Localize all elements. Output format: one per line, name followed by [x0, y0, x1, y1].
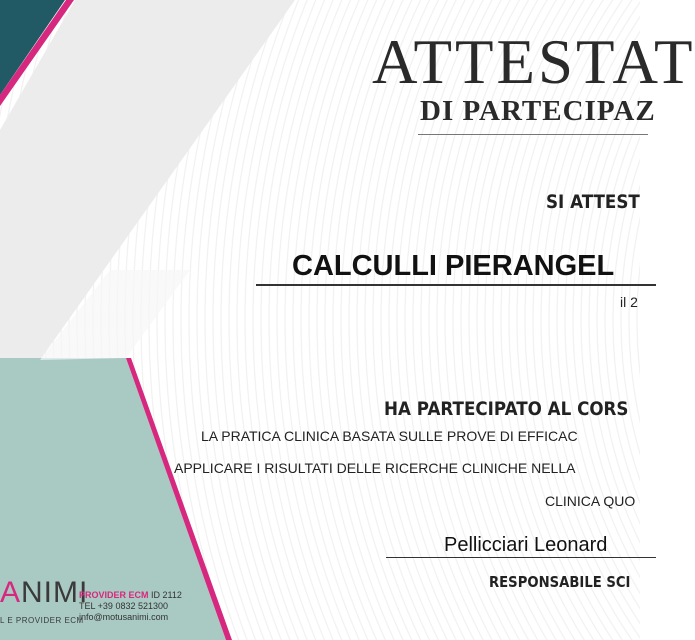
- logo-accent-letter: A: [0, 576, 22, 609]
- signature-line: [386, 557, 656, 558]
- course-title-line-1: LA PRATICA CLINICA BASATA SULLE PROVE DI EFFICAC: [201, 428, 578, 444]
- participant-name: CALCULLI PIERANGEL: [292, 250, 615, 282]
- logo-wordmark: NIMI: [21, 576, 89, 609]
- attests-label: SI ATTEST: [546, 191, 640, 213]
- signatory-name: Pellicciari Leonard: [444, 534, 608, 556]
- provider-email: info@motusanimi.com: [79, 612, 169, 622]
- logo-tagline: L E PROVIDER ECM: [0, 616, 84, 625]
- provider-info: [79, 590, 182, 623]
- certificate-title: ATTESTAT: [372, 27, 695, 97]
- course-title-line-2: APPLICARE I RISULTATI DELLE RICERCHE CLINICHE NELLA: [174, 460, 576, 476]
- brand-logo: [0, 576, 88, 610]
- course-heading: HA PARTECIPATO AL CORS: [384, 398, 629, 420]
- name-underline: [256, 284, 656, 286]
- signatory-role: RESPONSABILE SCI: [489, 573, 631, 591]
- participant-birth-text: il 2: [620, 294, 638, 310]
- provider-phone: TEL +39 0832 521300: [79, 601, 168, 611]
- provider-id: ID 2112: [151, 590, 182, 600]
- course-title-line-3: CLINICA QUO: [545, 493, 636, 509]
- title-divider: [418, 134, 648, 135]
- certificate-subtitle: DI PARTECIPAZ: [420, 95, 656, 127]
- provider-label: PROVIDER ECM: [79, 590, 149, 600]
